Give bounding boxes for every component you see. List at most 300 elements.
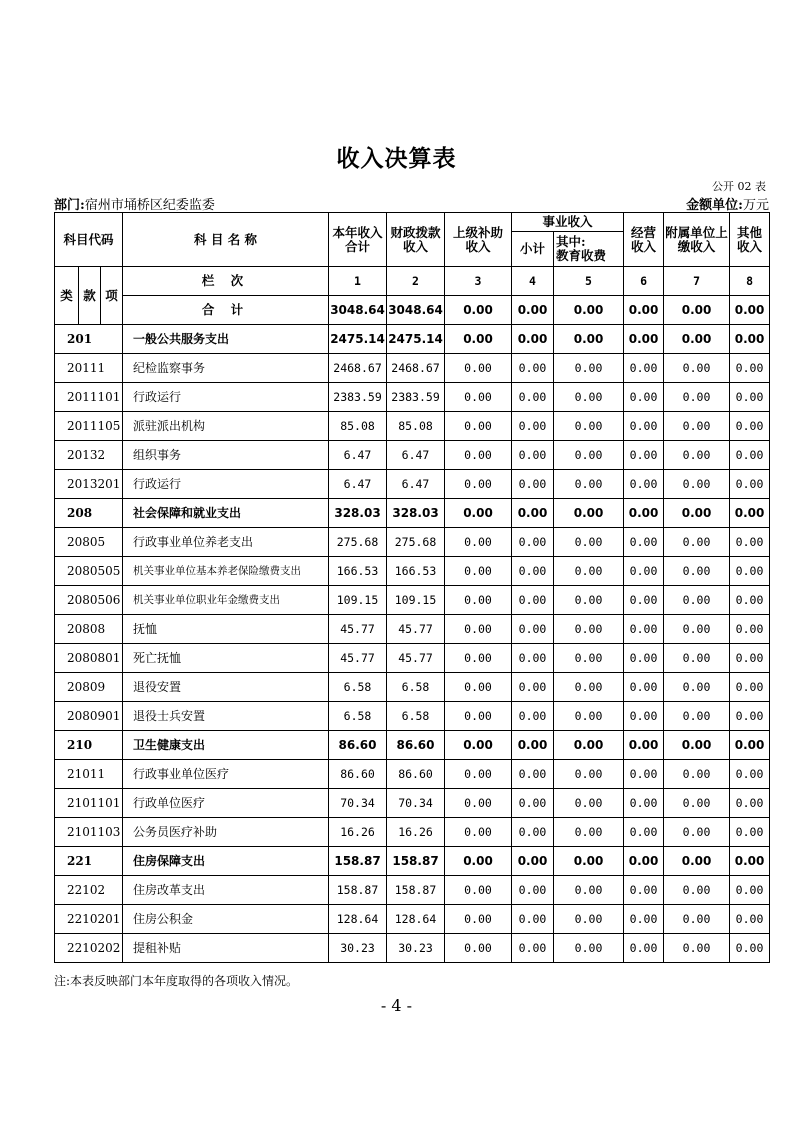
- row-name: 公务员医疗补助: [123, 818, 329, 847]
- row-value: 0.00: [445, 499, 512, 528]
- table-row: [55, 412, 770, 441]
- row-value: 0.00: [624, 731, 664, 760]
- row-value: 0.00: [730, 615, 770, 644]
- row-value: 0.00: [445, 818, 512, 847]
- row-value: 0.00: [512, 354, 554, 383]
- row-value: 0.00: [730, 354, 770, 383]
- row-value: 45.77: [387, 644, 445, 673]
- row-value: 86.60: [329, 731, 387, 760]
- row-value: 0.00: [730, 702, 770, 731]
- row-value: 2475.14: [387, 325, 445, 354]
- table-row: [55, 760, 770, 789]
- row-code: 2080506: [55, 586, 123, 615]
- row-value: 6.47: [387, 441, 445, 470]
- row-value: 0.00: [624, 383, 664, 412]
- table-note: 注:本表反映部门本年度取得的各项收入情况。: [54, 974, 299, 988]
- row-value: 0.00: [624, 499, 664, 528]
- row-value: 0.00: [624, 847, 664, 876]
- row-value: 0.00: [730, 470, 770, 499]
- row-value: 0.00: [664, 528, 730, 557]
- row-value: 6.47: [329, 441, 387, 470]
- header-other: [730, 213, 770, 267]
- row-value: 0.00: [664, 383, 730, 412]
- row-value: 0.00: [624, 412, 664, 441]
- row-name: 行政事业单位医疗: [123, 760, 329, 789]
- table-row: [55, 876, 770, 905]
- total-value: 0.00: [512, 296, 554, 325]
- row-value: 0.00: [554, 731, 624, 760]
- row-name: 纪检监察事务: [123, 354, 329, 383]
- row-value: 275.68: [387, 528, 445, 557]
- row-value: 0.00: [664, 673, 730, 702]
- row-value: 0.00: [445, 325, 512, 354]
- row-value: 0.00: [624, 470, 664, 499]
- row-value: 2475.14: [329, 325, 387, 354]
- row-code: 21011: [55, 760, 123, 789]
- row-code: 210: [55, 731, 123, 760]
- total-value: 0.00: [624, 296, 664, 325]
- row-code: 221: [55, 847, 123, 876]
- row-value: 109.15: [329, 586, 387, 615]
- row-value: 0.00: [554, 528, 624, 557]
- row-value: 6.58: [329, 702, 387, 731]
- row-value: 0.00: [664, 325, 730, 354]
- header-edu-line1: 其中:: [556, 234, 586, 249]
- row-value: 0.00: [554, 702, 624, 731]
- column-number: 4: [512, 267, 554, 296]
- row-value: 0.00: [445, 383, 512, 412]
- row-value: 70.34: [329, 789, 387, 818]
- row-code: 2080505: [55, 557, 123, 586]
- column-number: 7: [664, 267, 730, 296]
- header-subtotal: 小计: [512, 232, 554, 267]
- table-row: [55, 789, 770, 818]
- row-code: 20808: [55, 615, 123, 644]
- row-value: 0.00: [730, 412, 770, 441]
- row-value: 0.00: [445, 905, 512, 934]
- row-value: 0.00: [554, 818, 624, 847]
- column-number: 8: [730, 267, 770, 296]
- row-name: 死亡抚恤: [123, 644, 329, 673]
- row-value: 0.00: [664, 470, 730, 499]
- row-name: 派驻派出机构: [123, 412, 329, 441]
- row-value: 0.00: [512, 702, 554, 731]
- row-value: 0.00: [664, 731, 730, 760]
- row-code: 2101103: [55, 818, 123, 847]
- row-value: 45.77: [329, 615, 387, 644]
- row-name: 行政事业单位养老支出: [123, 528, 329, 557]
- header-other-line1: 其他: [737, 224, 763, 240]
- row-value: 0.00: [512, 818, 554, 847]
- row-value: 0.00: [445, 441, 512, 470]
- row-code: 20132: [55, 441, 123, 470]
- row-value: 0.00: [512, 847, 554, 876]
- row-name: 行政运行: [123, 470, 329, 499]
- row-value: 45.77: [387, 615, 445, 644]
- column-number: 3: [445, 267, 512, 296]
- unit-line: [686, 194, 769, 213]
- row-value: 0.00: [624, 557, 664, 586]
- row-value: 86.60: [329, 760, 387, 789]
- row-name: 提租补贴: [123, 934, 329, 963]
- row-value: 85.08: [387, 412, 445, 441]
- row-value: 0.00: [445, 847, 512, 876]
- row-value: 0.00: [730, 644, 770, 673]
- row-value: 0.00: [512, 412, 554, 441]
- header-total: [329, 213, 387, 267]
- row-name: 住房保障支出: [123, 847, 329, 876]
- row-value: 0.00: [664, 586, 730, 615]
- row-name: 住房公积金: [123, 905, 329, 934]
- row-value: 166.53: [387, 557, 445, 586]
- total-value: 0.00: [664, 296, 730, 325]
- row-value: 0.00: [624, 586, 664, 615]
- table-row: [55, 383, 770, 412]
- header-edu-line2: 教育收费: [556, 248, 607, 263]
- row-value: 0.00: [554, 354, 624, 383]
- row-value: 328.03: [387, 499, 445, 528]
- row-value: 0.00: [664, 789, 730, 818]
- column-number: 2: [387, 267, 445, 296]
- row-code: 2011101: [55, 383, 123, 412]
- table-row: [55, 905, 770, 934]
- table-row: [55, 354, 770, 383]
- row-value: 0.00: [730, 673, 770, 702]
- table-row: [55, 818, 770, 847]
- table-row: [55, 499, 770, 528]
- total-value: 3048.64: [329, 296, 387, 325]
- table-row: [55, 557, 770, 586]
- row-name: 行政运行: [123, 383, 329, 412]
- table-row: [55, 847, 770, 876]
- row-value: 0.00: [624, 905, 664, 934]
- header-other-line2: 收入: [737, 238, 763, 254]
- row-value: 0.00: [554, 876, 624, 905]
- row-value: 0.00: [664, 499, 730, 528]
- row-value: 0.00: [512, 586, 554, 615]
- header-affiliated: [664, 213, 730, 267]
- row-value: 0.00: [624, 644, 664, 673]
- row-code: 201: [55, 325, 123, 354]
- row-value: 6.47: [329, 470, 387, 499]
- row-value: 0.00: [664, 876, 730, 905]
- row-value: 0.00: [624, 818, 664, 847]
- row-value: 0.00: [664, 354, 730, 383]
- header-name: 科 目 名 称: [123, 213, 329, 267]
- row-name: 抚恤: [123, 615, 329, 644]
- row-value: 0.00: [730, 557, 770, 586]
- row-value: 0.00: [554, 441, 624, 470]
- row-code: 2080801: [55, 644, 123, 673]
- row-value: 0.00: [624, 760, 664, 789]
- row-value: 86.60: [387, 731, 445, 760]
- row-value: 0.00: [624, 789, 664, 818]
- row-value: 0.00: [554, 905, 624, 934]
- row-value: 0.00: [730, 731, 770, 760]
- row-value: 2383.59: [387, 383, 445, 412]
- row-value: 0.00: [730, 789, 770, 818]
- row-value: 0.00: [624, 325, 664, 354]
- row-value: 0.00: [664, 644, 730, 673]
- row-value: 0.00: [512, 673, 554, 702]
- row-value: 0.00: [445, 644, 512, 673]
- unit-value: 万元: [742, 198, 769, 213]
- total-value: 0.00: [445, 296, 512, 325]
- row-value: 0.00: [730, 325, 770, 354]
- table-row: [55, 441, 770, 470]
- row-name: 行政单位医疗: [123, 789, 329, 818]
- department-line: [54, 194, 215, 213]
- row-value: 0.00: [512, 731, 554, 760]
- row-value: 30.23: [329, 934, 387, 963]
- row-value: 2468.67: [387, 354, 445, 383]
- row-value: 86.60: [387, 760, 445, 789]
- row-value: 0.00: [554, 789, 624, 818]
- row-name: 退役士兵安置: [123, 702, 329, 731]
- table-row: [55, 702, 770, 731]
- table-row: [55, 644, 770, 673]
- row-name: 卫生健康支出: [123, 731, 329, 760]
- row-value: 0.00: [512, 760, 554, 789]
- row-value: 0.00: [512, 905, 554, 934]
- row-value: 0.00: [445, 412, 512, 441]
- row-value: 158.87: [329, 876, 387, 905]
- row-value: 0.00: [554, 383, 624, 412]
- table-row: [55, 528, 770, 557]
- row-code: 2101101: [55, 789, 123, 818]
- header-business: 事业收入: [512, 213, 624, 232]
- row-value: 0.00: [730, 499, 770, 528]
- row-name: 社会保障和就业支出: [123, 499, 329, 528]
- header-xiang: 项: [101, 267, 123, 325]
- header-code: 科目代码: [55, 213, 123, 267]
- total-value: 0.00: [730, 296, 770, 325]
- row-value: 0.00: [554, 673, 624, 702]
- header-fiscal-line2: 收入: [403, 238, 429, 254]
- row-value: 16.26: [329, 818, 387, 847]
- row-value: 0.00: [512, 789, 554, 818]
- header-education-fee: [554, 232, 624, 267]
- row-value: 0.00: [664, 905, 730, 934]
- income-table: [54, 212, 770, 963]
- form-number: 公开 02 表: [712, 180, 766, 193]
- row-value: 0.00: [624, 702, 664, 731]
- row-name: 一般公共服务支出: [123, 325, 329, 354]
- row-value: 0.00: [512, 528, 554, 557]
- row-value: 0.00: [664, 702, 730, 731]
- row-value: 0.00: [554, 934, 624, 963]
- row-value: 0.00: [445, 470, 512, 499]
- row-name: 机关事业单位职业年金缴费支出: [123, 586, 329, 615]
- row-value: 0.00: [445, 557, 512, 586]
- row-value: 85.08: [329, 412, 387, 441]
- row-name: 组织事务: [123, 441, 329, 470]
- row-value: 0.00: [512, 470, 554, 499]
- row-value: 0.00: [730, 528, 770, 557]
- table-row: [55, 731, 770, 760]
- row-value: 0.00: [512, 934, 554, 963]
- row-value: 0.00: [554, 644, 624, 673]
- row-value: 0.00: [730, 818, 770, 847]
- header-fiscal: [387, 213, 445, 267]
- row-value: 0.00: [445, 528, 512, 557]
- row-value: 0.00: [624, 673, 664, 702]
- page-number: - 4 -: [380, 996, 413, 1015]
- header-operating: [624, 213, 664, 267]
- row-value: 0.00: [624, 876, 664, 905]
- row-value: 0.00: [554, 412, 624, 441]
- row-value: 30.23: [387, 934, 445, 963]
- row-value: 6.58: [387, 673, 445, 702]
- row-value: 0.00: [730, 934, 770, 963]
- row-name: 住房改革支出: [123, 876, 329, 905]
- row-value: 2468.67: [329, 354, 387, 383]
- row-code: 208: [55, 499, 123, 528]
- row-value: 0.00: [445, 586, 512, 615]
- row-value: 0.00: [512, 876, 554, 905]
- table-row: [55, 586, 770, 615]
- header-lei: 类: [55, 267, 79, 325]
- row-value: 0.00: [664, 441, 730, 470]
- header-operating-line2: 收入: [631, 238, 657, 254]
- row-value: 0.00: [730, 905, 770, 934]
- row-value: 0.00: [512, 615, 554, 644]
- row-value: 328.03: [329, 499, 387, 528]
- row-value: 0.00: [664, 412, 730, 441]
- row-value: 0.00: [664, 557, 730, 586]
- unit-label: 金额单位:: [686, 198, 743, 213]
- column-number: 5: [554, 267, 624, 296]
- row-value: 0.00: [512, 325, 554, 354]
- row-code: 2080901: [55, 702, 123, 731]
- row-value: 0.00: [554, 586, 624, 615]
- total-row-label: 合 计: [123, 296, 329, 325]
- row-code: 22102: [55, 876, 123, 905]
- row-value: 158.87: [387, 876, 445, 905]
- row-value: 0.00: [664, 615, 730, 644]
- row-value: 0.00: [445, 673, 512, 702]
- row-value: 0.00: [730, 586, 770, 615]
- row-value: 0.00: [730, 760, 770, 789]
- row-value: 166.53: [329, 557, 387, 586]
- row-value: 0.00: [554, 499, 624, 528]
- row-value: 0.00: [624, 934, 664, 963]
- row-value: 0.00: [512, 383, 554, 412]
- row-value: 0.00: [445, 934, 512, 963]
- department-name: 宿州市埇桥区纪委监委: [84, 198, 215, 213]
- row-value: 0.00: [512, 644, 554, 673]
- table-row: [55, 325, 770, 354]
- department-label: 部门:: [54, 198, 85, 213]
- header-fiscal-line1: 财政拨款: [390, 224, 441, 240]
- header-superior: [445, 213, 512, 267]
- row-value: 0.00: [730, 876, 770, 905]
- header-superior-line2: 收入: [465, 238, 491, 254]
- row-value: 0.00: [624, 441, 664, 470]
- row-value: 0.00: [624, 615, 664, 644]
- column-number-row: [55, 267, 770, 296]
- header-row-1: [55, 213, 770, 232]
- row-code: 2210201: [55, 905, 123, 934]
- row-value: 0.00: [664, 760, 730, 789]
- row-value: 0.00: [664, 847, 730, 876]
- row-value: 0.00: [445, 615, 512, 644]
- row-value: 0.00: [445, 731, 512, 760]
- row-value: 0.00: [664, 934, 730, 963]
- total-value: 0.00: [554, 296, 624, 325]
- column-number: 6: [624, 267, 664, 296]
- header-affiliated-line2: 缴收入: [677, 238, 716, 254]
- row-value: 0.00: [624, 528, 664, 557]
- row-code: 2013201: [55, 470, 123, 499]
- row-value: 0.00: [445, 354, 512, 383]
- row-value: 0.00: [554, 557, 624, 586]
- row-value: 6.58: [329, 673, 387, 702]
- header-kuan: 款: [79, 267, 101, 325]
- row-value: 0.00: [445, 760, 512, 789]
- row-code: 2011105: [55, 412, 123, 441]
- table-row: [55, 934, 770, 963]
- table-row: [55, 615, 770, 644]
- row-value: 70.34: [387, 789, 445, 818]
- row-value: 109.15: [387, 586, 445, 615]
- row-value: 6.47: [387, 470, 445, 499]
- row-value: 0.00: [445, 789, 512, 818]
- row-value: 0.00: [554, 760, 624, 789]
- row-value: 158.87: [387, 847, 445, 876]
- row-value: 128.64: [387, 905, 445, 934]
- row-value: 0.00: [445, 876, 512, 905]
- row-value: 128.64: [329, 905, 387, 934]
- row-code: 2210202: [55, 934, 123, 963]
- header-total-line1: 本年收入: [332, 224, 383, 240]
- row-value: 6.58: [387, 702, 445, 731]
- row-value: 0.00: [730, 847, 770, 876]
- row-value: 2383.59: [329, 383, 387, 412]
- row-value: 0.00: [730, 441, 770, 470]
- header-superior-line1: 上级补助: [453, 224, 504, 240]
- row-value: 16.26: [387, 818, 445, 847]
- total-value: 3048.64: [387, 296, 445, 325]
- table-row: [55, 673, 770, 702]
- row-value: 0.00: [730, 383, 770, 412]
- row-value: 0.00: [664, 818, 730, 847]
- header-operating-line1: 经营: [631, 224, 657, 240]
- row-value: 158.87: [329, 847, 387, 876]
- row-code: 20805: [55, 528, 123, 557]
- header-affiliated-line1: 附属单位上: [665, 224, 728, 240]
- page-title: 收入决算表: [336, 145, 457, 172]
- row-value: 0.00: [554, 470, 624, 499]
- table-row: [55, 470, 770, 499]
- row-value: 0.00: [554, 325, 624, 354]
- row-value: 0.00: [512, 499, 554, 528]
- row-value: 275.68: [329, 528, 387, 557]
- row-name: 退役安置: [123, 673, 329, 702]
- row-name: 机关事业单位基本养老保险缴费支出: [123, 557, 329, 586]
- row-value: 0.00: [554, 615, 624, 644]
- row-value: 0.00: [624, 354, 664, 383]
- row-value: 0.00: [512, 557, 554, 586]
- header-total-line2: 合计: [345, 238, 371, 254]
- row-value: 0.00: [445, 702, 512, 731]
- row-value: 0.00: [554, 847, 624, 876]
- row-code: 20111: [55, 354, 123, 383]
- row-value: 45.77: [329, 644, 387, 673]
- column-number: 1: [329, 267, 387, 296]
- column-row-label: 栏 次: [123, 267, 329, 296]
- total-row: [55, 296, 770, 325]
